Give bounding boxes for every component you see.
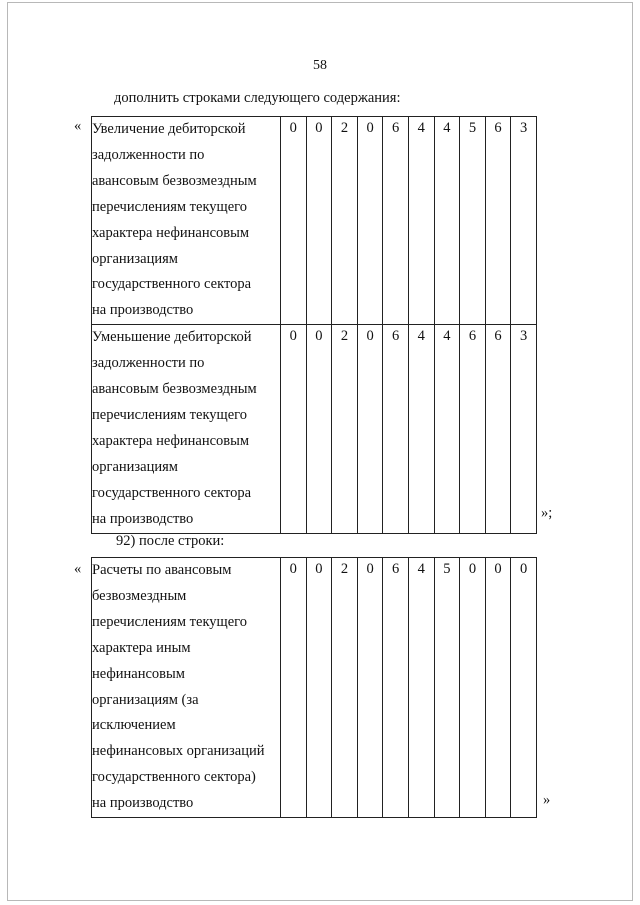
label-line: характера нефинансовым	[92, 432, 250, 449]
label-line: характера иным	[92, 639, 191, 656]
label-line: Уменьшение дебиторской	[92, 329, 252, 346]
code-digit: 0	[511, 558, 537, 818]
open-quote-2: «	[74, 561, 82, 577]
row-label	[92, 325, 281, 533]
label-line: Расчеты по авансовым	[92, 562, 232, 578]
label-line: государственного сектора	[92, 484, 252, 501]
label-line: безвозмездным	[92, 587, 187, 604]
table-row	[92, 558, 537, 818]
close-quote-semicolon: »;	[541, 505, 553, 521]
label-line: Увеличение дебиторской	[92, 121, 246, 137]
page-number: 58	[313, 58, 327, 73]
row-label	[92, 558, 281, 818]
table-row	[92, 117, 537, 325]
code-digit: 3	[511, 117, 537, 325]
code-digit: 6	[383, 558, 409, 818]
label-line: исключением	[92, 717, 176, 734]
code-digit: 0	[357, 325, 383, 533]
code-digit: 0	[357, 558, 383, 818]
code-digit: 4	[434, 325, 460, 533]
code-digit: 0	[281, 117, 307, 325]
row-label	[92, 117, 281, 325]
code-digit: 2	[332, 325, 358, 533]
label-line: задолженности по	[92, 355, 205, 372]
code-digit: 0	[281, 558, 307, 818]
label-line: на производство	[92, 302, 194, 319]
code-table-1	[91, 116, 537, 534]
label-line: на производство	[92, 510, 194, 527]
code-digit: 0	[485, 558, 511, 818]
label-line: авансовым безвозмездным	[92, 381, 257, 398]
section-heading: 92) после строки:	[116, 533, 225, 549]
code-digit: 0	[357, 117, 383, 325]
code-digit: 4	[434, 117, 460, 325]
label-line: характера нефинансовым	[92, 224, 250, 241]
label-line: задолженности по	[92, 146, 205, 163]
label-line: перечислениям текущего	[92, 406, 247, 423]
code-digit: 0	[281, 325, 307, 533]
code-digit: 4	[408, 558, 434, 818]
code-digit: 6	[485, 117, 511, 325]
code-digit: 0	[306, 558, 332, 818]
code-digit: 0	[306, 325, 332, 533]
code-digit: 3	[511, 325, 537, 533]
label-line: нефинансовым	[92, 665, 185, 682]
open-quote-1: «	[74, 118, 82, 134]
code-digit: 2	[332, 117, 358, 325]
code-digit: 6	[460, 325, 486, 533]
code-digit: 6	[383, 117, 409, 325]
label-line: государственного сектора)	[92, 769, 256, 786]
label-line: нефинансовых организаций	[92, 743, 265, 760]
label-line: на производство	[92, 795, 194, 812]
code-digit: 5	[434, 558, 460, 818]
code-digit: 5	[460, 117, 486, 325]
label-line: авансовым безвозмездным	[92, 172, 257, 189]
code-digit: 4	[408, 117, 434, 325]
intro-text: дополнить строками следующего содержания:	[114, 90, 401, 106]
table-row	[92, 325, 537, 533]
code-digit: 6	[383, 325, 409, 533]
label-line: организациям	[92, 250, 178, 267]
code-digit: 2	[332, 558, 358, 818]
code-digit: 4	[408, 325, 434, 533]
code-digit: 0	[306, 117, 332, 325]
label-line: перечислениям текущего	[92, 613, 247, 630]
close-quote: »	[543, 792, 551, 808]
label-line: организациям (за	[92, 691, 199, 708]
code-digit: 6	[485, 325, 511, 533]
code-digit: 0	[460, 558, 486, 818]
label-line: государственного сектора	[92, 276, 252, 293]
label-line: организациям	[92, 458, 178, 475]
label-line: перечислениям текущего	[92, 198, 247, 215]
code-table-2	[91, 557, 537, 818]
